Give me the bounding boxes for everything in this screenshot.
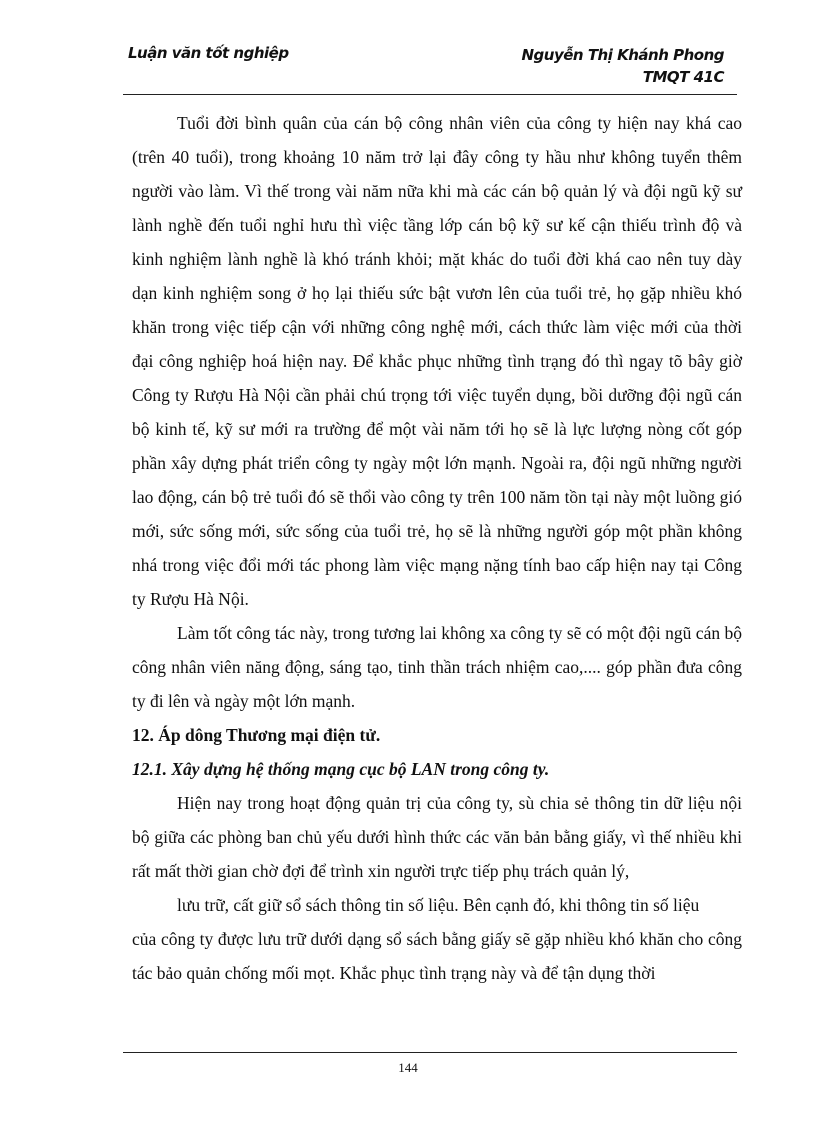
- footer-rule: [123, 1052, 737, 1053]
- paragraph-lan-3: của công ty được lưu trữ dưới dạng sổ sách bằng giấy sẽ gặp nhiều khó khăn cho công tác bảo quản chống mối mọt. Khắc phục tình trạng này và để tận dụng thời: [132, 929, 742, 983]
- header-rule: [123, 94, 737, 95]
- section-heading-12: 12. Áp dông Thương mại điện tử.: [132, 725, 381, 745]
- paragraph-result: Làm tốt công tác này, trong tương lai không xa công ty sẽ có một đội ngũ cán bộ công nhân viên năng động, sáng tạo, tinh thần trách nhiệm cao,.... góp phần đưa công ty đi lên và ngày một lớn mạnh.: [132, 623, 742, 711]
- header-author: [522, 44, 725, 88]
- header-author-name: Nguyễn Thị Khánh Phong: [521, 46, 724, 64]
- paragraph-lan-1: Hiện nay trong hoạt động quản trị của công ty, sù chia sẻ thông tin dữ liệu nội bộ giữa các phòng ban chủ yếu dưới hình thức các văn bản bằng giấy, vì thế nhiều khi rất mất thời gian chờ đợi để trình xin người trực tiếp phụ trách quản lý,: [132, 793, 742, 881]
- subsection-heading-12-1: 12.1. Xây dựng hệ thống mạng cục bộ LAN trong công ty.: [132, 759, 550, 779]
- page-number: 144: [398, 1060, 418, 1075]
- page-body: [132, 106, 742, 990]
- header-class-code: TMQT 41C: [642, 68, 724, 86]
- paragraph-lan-2: lưu trữ, cất giữ sổ sách thông tin số liệu. Bên cạnh đó, khi thông tin số liệu: [177, 895, 700, 915]
- paragraph-age: Tuổi đời bình quân của cán bộ công nhân viên của công ty hiện nay khá cao (trên 40 tuổi), trong khoảng 10 năm trở lại đây công ty hầu như không tuyển thêm người vào làm. Vì thế trong vài năm nữa khi mà các cán bộ quản lý và đội ngũ kỹ sư lành nghề đến tuổi nghỉ hưu thì việc tầng lớp cán bộ kỹ sư kế cận thiếu trình độ và kinh nghiệm lành nghề là khó tránh khỏi; mặt khác do tuổi đời khá cao nên tuy dày dạn kinh nghiệm song ở họ lại thiếu sức bật vươn lên của tuổi trẻ, họ gặp nhiều khó khăn trong việc tiếp cận với những công nghệ mới, cách thức làm việc mới của thời đại công nghiệp hoá hiện nay. Để khắc phục những tình trạng đó thì ngay tõ bây giờ Công ty Rượu Hà Nội cần phải chú trọng tới việc tuyển dụng, bồi dưỡng đội ngũ cán bộ kinh tế, kỹ sư mới ra trường để một vài năm tới họ sẽ là lực lượng nòng cốt góp phần xây dựng phát triển công ty ngày một lớn mạnh. Ngoài ra, đội ngũ những người lao động, cán bộ trẻ tuổi đó sẽ thổi vào công ty trên 100 năm tồn tại này một luồng gió mới, sức sống mới, sức sống của tuổi trẻ, họ sẽ là những người góp một phần không nhá trong việc đổi mới tác phong làm việc mạng nặng tính bao cấp hiện nay tại Công ty Rượu Hà Nội.: [132, 113, 742, 609]
- header-thesis-label: Luận văn tốt nghiệp: [128, 44, 289, 62]
